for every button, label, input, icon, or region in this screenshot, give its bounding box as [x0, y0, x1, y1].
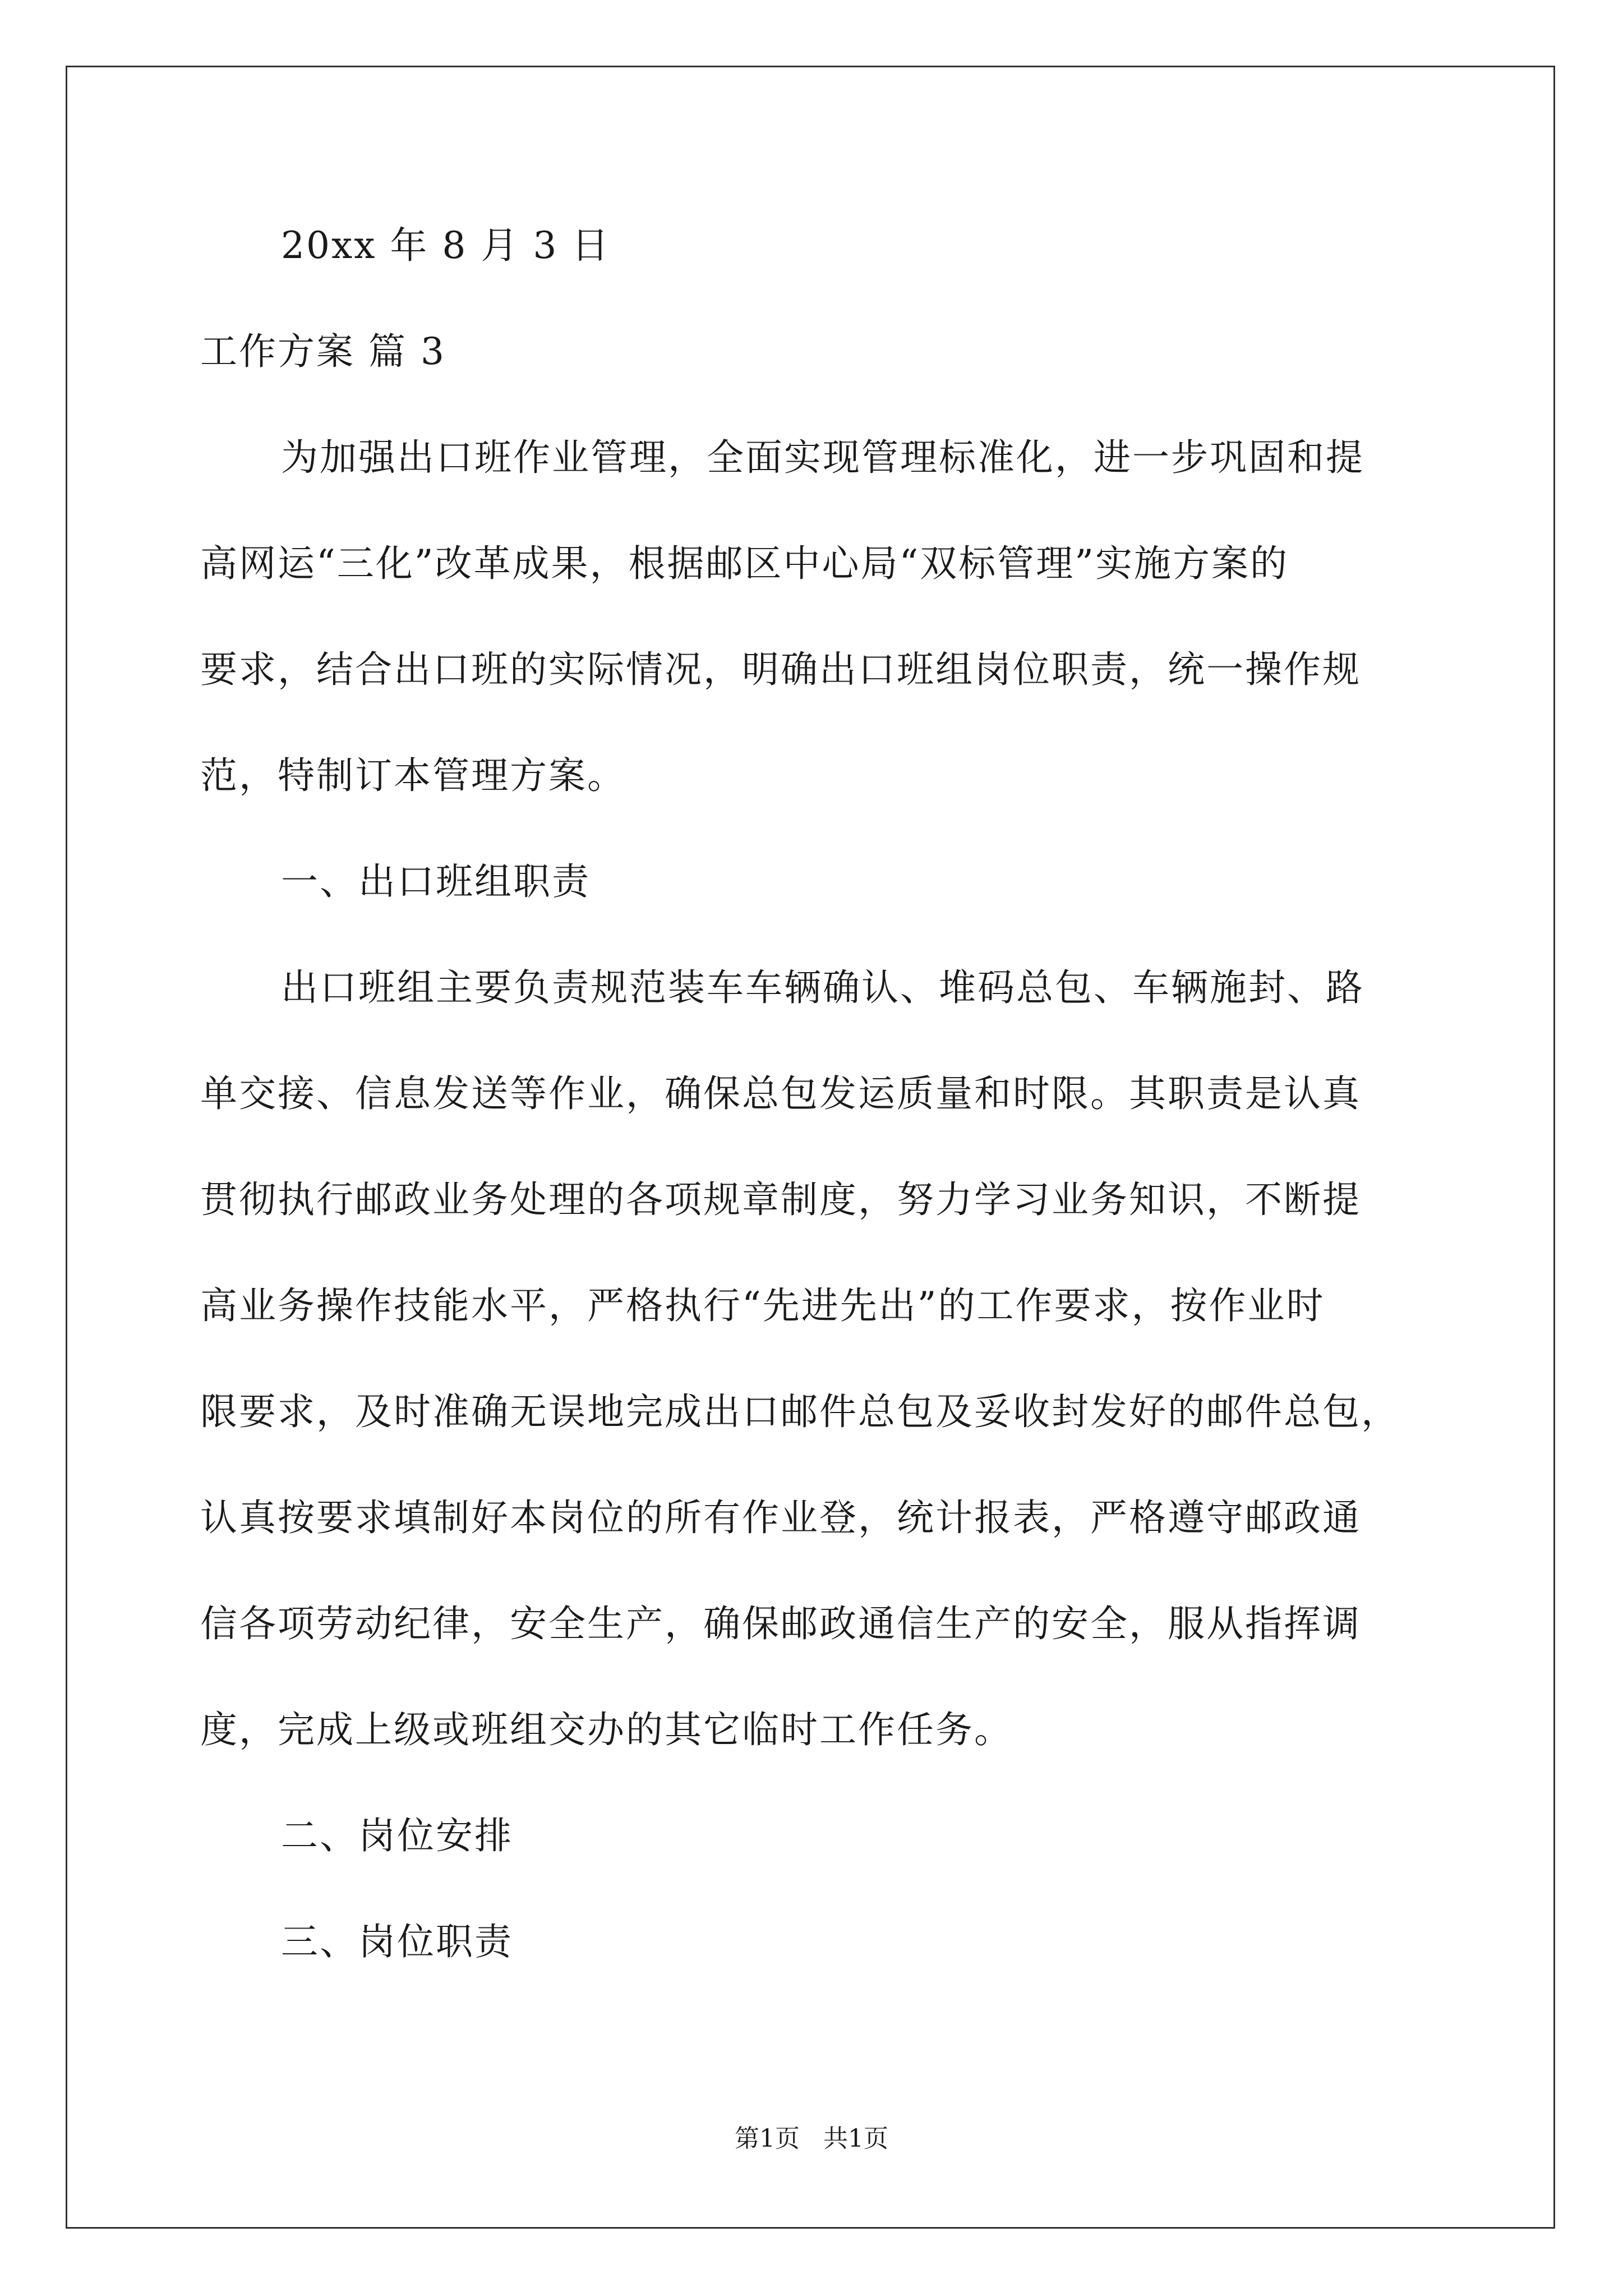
intro-line: 要求，结合出口班的实际情况，明确出口班组岗位职责，统一操作规 — [200, 648, 1361, 691]
heading-position-duties: 三、岗位职责 — [281, 1920, 513, 1963]
body-line: 信各项劳动纪律，安全生产，确保邮政通信生产的安全，服从指挥调 — [200, 1602, 1361, 1645]
body-line: 出口班组主要负责规范装车车辆确认、堆码总包、车辆施封、路 — [281, 966, 1364, 1009]
body-line: 认真按要求填制好本岗位的所有作业登，统计报表，严格遵守邮政通 — [200, 1496, 1361, 1539]
body-line: 高业务操作技能水平，严格执行“先进先出”的工作要求，按作业时 — [200, 1284, 1325, 1327]
page-border — [66, 66, 1555, 2229]
page-footer: 第1页 共1页 — [735, 2124, 888, 2153]
body-line: 单交接、信息发送等作业，确保总包发运质量和时限。其职责是认真 — [200, 1072, 1361, 1115]
intro-line: 高网运“三化”改革成果，根据邮区中心局“双标管理”实施方案的 — [200, 542, 1289, 585]
heading-duties: 一、出口班组职责 — [281, 860, 591, 903]
intro-line: 范，特制订本管理方案。 — [200, 754, 626, 797]
intro-line: 为加强出口班作业管理，全面实现管理标准化，进一步巩固和提 — [281, 436, 1364, 479]
section-title: 工作方案 篇 3 — [200, 330, 446, 373]
heading-positions: 二、岗位安排 — [281, 1814, 513, 1857]
body-line: 度，完成上级或班组交办的其它临时工作任务。 — [200, 1708, 1013, 1751]
body-line: 贯彻执行邮政业务处理的各项规章制度，努力学习业务知识，不断提 — [200, 1178, 1361, 1221]
date-line: 20xx 年 8 月 3 日 — [281, 224, 611, 267]
body-line: 限要求，及时准确无误地完成出口邮件总包及妥收封发好的邮件总包， — [200, 1390, 1400, 1433]
